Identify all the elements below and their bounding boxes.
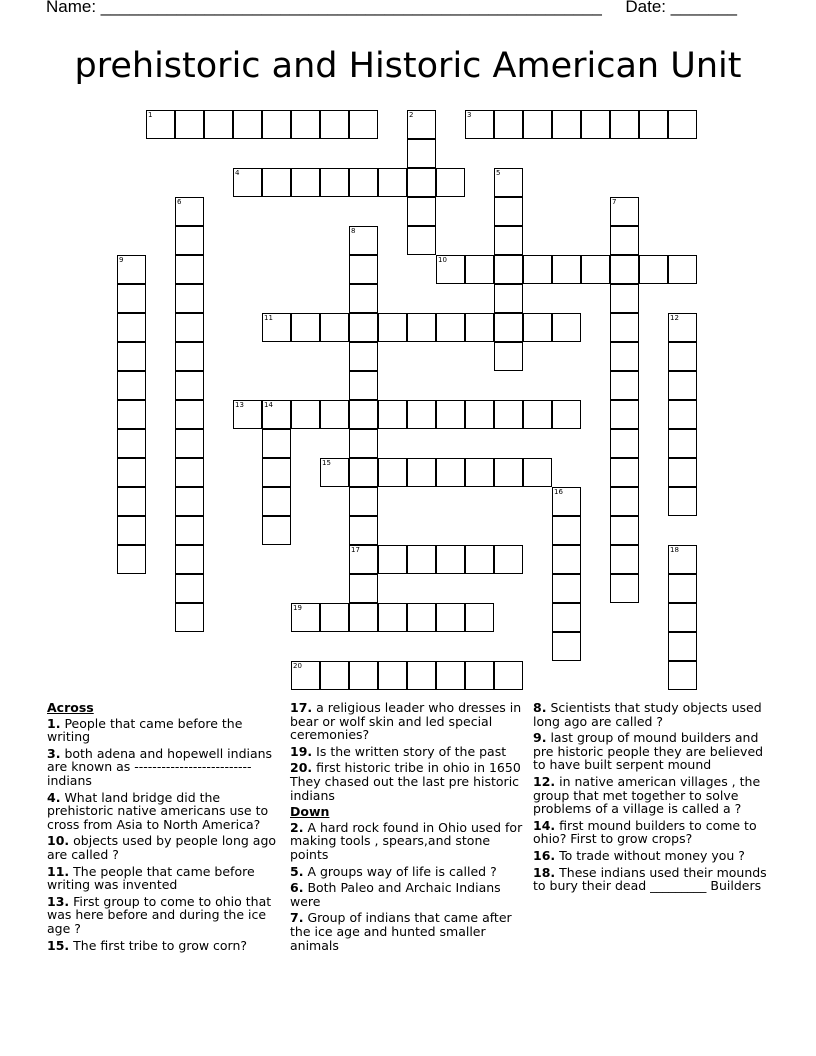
grid-cell[interactable] (436, 458, 465, 487)
grid-cell[interactable] (610, 226, 639, 255)
grid-cell[interactable] (349, 603, 378, 632)
grid-cell[interactable] (262, 429, 291, 458)
grid-cell[interactable] (291, 110, 320, 139)
grid-cell[interactable] (494, 197, 523, 226)
grid-cell[interactable] (407, 139, 436, 168)
clue-number: 12 (670, 314, 679, 322)
page-title: prehistoric and Historic American Unit (74, 46, 742, 86)
clue-down-16: 16. To trade without money you ? (533, 847, 745, 863)
clue-across-20: 20. first historic tribe in ohio in 1650 They chased out the last pre historic indians (290, 760, 521, 803)
grid-cell[interactable] (407, 226, 436, 255)
grid-cell[interactable] (175, 487, 204, 516)
grid-cell[interactable] (436, 400, 465, 429)
clue-down-6: 6. Both Paleo and Archaic Indians were (290, 880, 501, 909)
grid-cell[interactable] (175, 197, 204, 226)
grid-cell[interactable] (291, 661, 320, 690)
clue-down-8: 8. Scientists that study objects used long ago are called ? (533, 700, 762, 729)
grid-cell[interactable] (175, 429, 204, 458)
grid-cell[interactable] (117, 458, 146, 487)
grid-cell[interactable] (349, 226, 378, 255)
clues-column-2 (290, 701, 524, 955)
grid-cell[interactable] (175, 284, 204, 313)
grid-cell[interactable] (436, 661, 465, 690)
grid-cell[interactable] (262, 458, 291, 487)
grid-cell[interactable] (407, 168, 436, 197)
grid-cell[interactable] (117, 255, 146, 284)
grid-cell[interactable] (320, 168, 349, 197)
grid-cell[interactable] (117, 400, 146, 429)
grid-cell[interactable] (668, 313, 697, 342)
clue-down-5: 5. A groups way of life is called ? (290, 863, 497, 879)
grid-cell[interactable] (668, 110, 697, 139)
grid-cell[interactable] (436, 545, 465, 574)
clue-number: 4 (235, 169, 240, 177)
grid-cell[interactable] (262, 516, 291, 545)
grid-cell[interactable] (175, 545, 204, 574)
grid-cell[interactable] (349, 255, 378, 284)
down-heading: Down (290, 804, 330, 820)
grid-cell[interactable] (349, 487, 378, 516)
grid-cell[interactable] (668, 255, 697, 284)
grid-cell[interactable] (175, 110, 204, 139)
grid-cell[interactable] (320, 400, 349, 429)
grid-cell[interactable] (117, 516, 146, 545)
grid-cell[interactable] (610, 545, 639, 574)
grid-cell[interactable] (175, 226, 204, 255)
clue-number: 20 (293, 662, 302, 670)
grid-cell[interactable] (494, 284, 523, 313)
grid-cell[interactable] (117, 284, 146, 313)
page-header (46, 0, 766, 17)
grid-cell[interactable] (291, 603, 320, 632)
clue-number: 14 (264, 401, 273, 409)
grid-cell[interactable] (668, 371, 697, 400)
clue-across-4: 4. What land bridge did the prehistoric native americans use to cross from Asia to North America? (47, 789, 269, 832)
grid-cell[interactable] (465, 313, 494, 342)
grid-cell[interactable] (378, 661, 407, 690)
clue-number: 1 (148, 111, 153, 119)
grid-cell[interactable] (378, 458, 407, 487)
clue-number: 3 (467, 111, 472, 119)
clue-number: 2 (409, 111, 414, 119)
clue-number: 10 (438, 256, 447, 264)
grid-cell[interactable] (117, 342, 146, 371)
clue-number: 16 (554, 488, 563, 496)
grid-cell[interactable] (436, 255, 465, 284)
clue-number: 15 (322, 459, 331, 467)
grid-cell[interactable] (349, 400, 378, 429)
grid-cell[interactable] (465, 603, 494, 632)
clue-number: 19 (293, 604, 302, 612)
grid-cell[interactable] (552, 487, 581, 516)
grid-cell[interactable] (175, 313, 204, 342)
grid-cell[interactable] (610, 371, 639, 400)
grid-cell[interactable] (668, 574, 697, 603)
clue-number: 13 (235, 401, 244, 409)
clue-across-3: 3. both adena and hopewell indians are known as -------------------------- indians (47, 745, 273, 788)
grid-cell[interactable] (494, 400, 523, 429)
grid-cell[interactable] (465, 255, 494, 284)
grid-cell[interactable] (552, 255, 581, 284)
grid-cell[interactable] (175, 603, 204, 632)
grid-cell[interactable] (204, 110, 233, 139)
grid-cell[interactable] (320, 313, 349, 342)
grid-cell[interactable] (320, 661, 349, 690)
grid-cell[interactable] (407, 545, 436, 574)
clue-number: 17 (351, 546, 360, 554)
grid-cell[interactable] (349, 516, 378, 545)
grid-cell[interactable] (523, 110, 552, 139)
grid-cell[interactable] (407, 603, 436, 632)
grid-cell[interactable] (407, 197, 436, 226)
grid-cell[interactable] (668, 545, 697, 574)
grid-cell[interactable] (465, 110, 494, 139)
grid-cell[interactable] (523, 400, 552, 429)
grid-cell[interactable] (349, 284, 378, 313)
grid-cell[interactable] (668, 603, 697, 632)
grid-cell[interactable] (407, 110, 436, 139)
grid-cell[interactable] (610, 429, 639, 458)
grid-cell[interactable] (349, 429, 378, 458)
grid-cell[interactable] (610, 516, 639, 545)
grid-cell[interactable] (262, 487, 291, 516)
grid-cell[interactable] (494, 168, 523, 197)
grid-cell[interactable] (494, 313, 523, 342)
grid-cell[interactable] (668, 487, 697, 516)
grid-cell[interactable] (262, 168, 291, 197)
clues-column-3 (533, 701, 771, 896)
grid-cell[interactable] (175, 342, 204, 371)
grid-cell[interactable] (552, 400, 581, 429)
grid-cell[interactable] (523, 458, 552, 487)
grid-cell[interactable] (668, 632, 697, 661)
grid-cell[interactable] (668, 400, 697, 429)
clue-number: 11 (264, 314, 273, 322)
clue-across-17: 17. a religious leader who dresses in bear or wolf skin and led special ceremonies? (290, 700, 522, 743)
grid-cell[interactable] (610, 110, 639, 139)
clue-down-14: 14. first mound builders to come to ohio? First to grow crops? (533, 817, 757, 847)
clue-across-10: 10. objects used by people long ago are called ? (47, 833, 277, 862)
grid-cell[interactable] (175, 371, 204, 400)
grid-cell[interactable] (378, 168, 407, 197)
grid-cell[interactable] (175, 400, 204, 429)
clue-down-2: 2. A hard rock found in Ohio used for making tools , spears,and stone points (290, 819, 523, 862)
grid-cell[interactable] (320, 603, 349, 632)
clue-down-12: 12. in native american villages , the group that met together to solve problems of a village is called a ? (533, 773, 761, 817)
grid-cell[interactable] (552, 516, 581, 545)
grid-cell[interactable] (407, 400, 436, 429)
grid-cell[interactable] (494, 255, 523, 284)
clue-number: 18 (670, 546, 679, 554)
grid-cell[interactable] (349, 574, 378, 603)
grid-cell[interactable] (552, 632, 581, 661)
grid-cell[interactable] (581, 255, 610, 284)
grid-cell[interactable] (610, 197, 639, 226)
grid-cell[interactable] (552, 603, 581, 632)
grid-cell[interactable] (233, 110, 262, 139)
clue-down-18: 18. These indians used their mounds to bury their dead _________ Builders (533, 864, 767, 894)
clue-down-7: 7. Group of indians that came after the ice age and hunted smaller animals (290, 910, 512, 953)
grid-cell[interactable] (349, 458, 378, 487)
grid-cell[interactable] (610, 574, 639, 603)
grid-cell[interactable] (378, 313, 407, 342)
across-heading: Across (47, 700, 94, 715)
grid-cell[interactable] (262, 313, 291, 342)
grid-cell[interactable] (436, 313, 465, 342)
grid-cell[interactable] (465, 545, 494, 574)
grid-cell[interactable] (610, 458, 639, 487)
clue-across-1: 1. People that came before the writing (47, 715, 243, 745)
grid-cell[interactable] (349, 545, 378, 574)
grid-cell[interactable] (465, 661, 494, 690)
grid-cell[interactable] (262, 400, 291, 429)
grid-cell[interactable] (233, 168, 262, 197)
grid-cell[interactable] (117, 487, 146, 516)
grid-cell[interactable] (117, 545, 146, 574)
clue-down-9: 9. last group of mound builders and pre historic people they are believed to have built serpent mound (533, 730, 764, 773)
grid-cell[interactable] (407, 661, 436, 690)
clue-across-19: 19. Is the written story of the past (290, 743, 507, 759)
grid-cell[interactable] (465, 458, 494, 487)
clues-column-1 (47, 701, 277, 955)
grid-cell[interactable] (117, 429, 146, 458)
grid-cell[interactable] (610, 284, 639, 313)
grid-cell[interactable] (378, 603, 407, 632)
grid-cell[interactable] (378, 545, 407, 574)
grid-cell[interactable] (436, 603, 465, 632)
grid-cell[interactable] (175, 516, 204, 545)
clue-across-15: 15. The first tribe to grow corn? (47, 937, 248, 953)
grid-cell[interactable] (610, 313, 639, 342)
grid-cell[interactable] (552, 545, 581, 574)
grid-cell[interactable] (610, 400, 639, 429)
grid-cell[interactable] (610, 255, 639, 284)
grid-cell[interactable] (581, 110, 610, 139)
clue-number: 5 (496, 169, 501, 177)
grid-cell[interactable] (291, 313, 320, 342)
grid-cell[interactable] (349, 313, 378, 342)
grid-cell[interactable] (175, 574, 204, 603)
grid-cell[interactable] (494, 110, 523, 139)
grid-cell[interactable] (668, 458, 697, 487)
grid-cell[interactable] (639, 110, 668, 139)
clue-across-13: 13. First group to come to ohio that was here before and during the ice age ? (47, 893, 272, 936)
grid-cell[interactable] (349, 110, 378, 139)
clue-number: 6 (177, 198, 182, 206)
grid-cell[interactable] (494, 342, 523, 371)
clue-number: 7 (612, 198, 617, 206)
grid-cell[interactable] (175, 255, 204, 284)
grid-cell[interactable] (494, 545, 523, 574)
grid-cell[interactable] (349, 342, 378, 371)
clue-number: 8 (351, 227, 356, 235)
grid-cell[interactable] (436, 168, 465, 197)
grid-cell[interactable] (523, 255, 552, 284)
grid-cell[interactable] (320, 458, 349, 487)
grid-cell[interactable] (552, 574, 581, 603)
grid-cell[interactable] (117, 313, 146, 342)
clue-number: 9 (119, 256, 124, 264)
grid-cell[interactable] (291, 400, 320, 429)
grid-cell[interactable] (639, 255, 668, 284)
grid-cell[interactable] (407, 458, 436, 487)
grid-cell[interactable] (262, 110, 291, 139)
grid-cell[interactable] (349, 661, 378, 690)
grid-cell[interactable] (668, 429, 697, 458)
grid-cell[interactable] (494, 226, 523, 255)
grid-cell[interactable] (552, 110, 581, 139)
grid-cell[interactable] (610, 487, 639, 516)
clue-across-11: 11. The people that came before writing was invented (47, 863, 255, 893)
grid-cell[interactable] (523, 313, 552, 342)
grid-cell[interactable] (668, 342, 697, 371)
grid-cell[interactable] (494, 661, 523, 690)
grid-cell[interactable] (233, 400, 262, 429)
grid-cell[interactable] (349, 168, 378, 197)
grid-cell[interactable] (291, 168, 320, 197)
grid-cell[interactable] (407, 313, 436, 342)
grid-cell[interactable] (175, 458, 204, 487)
grid-cell[interactable] (494, 458, 523, 487)
date-field[interactable]: Date: _______ (625, 0, 737, 16)
grid-cell[interactable] (349, 371, 378, 400)
grid-cell[interactable] (320, 110, 349, 139)
grid-cell[interactable] (378, 400, 407, 429)
grid-cell[interactable] (117, 371, 146, 400)
grid-cell[interactable] (146, 110, 175, 139)
grid-cell[interactable] (610, 342, 639, 371)
grid-cell[interactable] (552, 313, 581, 342)
grid-cell[interactable] (465, 400, 494, 429)
grid-cell[interactable] (668, 661, 697, 690)
name-field[interactable]: Name: _____________________________________________________ (46, 0, 602, 16)
